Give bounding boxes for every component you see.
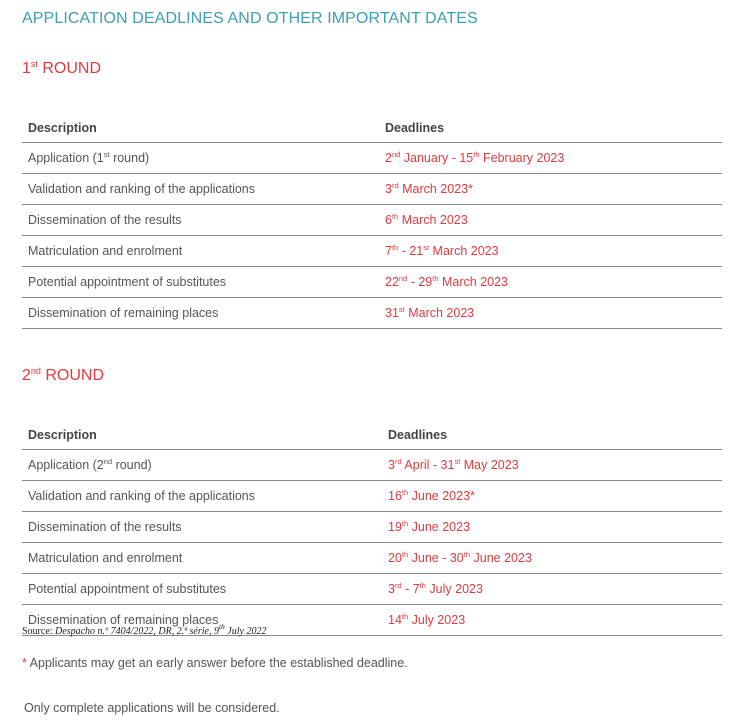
ordinal-suffix: st (423, 243, 430, 252)
footnote-text: Applicants may get an early answer before the established deadline. (26, 656, 408, 670)
round-2-table (22, 414, 722, 636)
table-row (22, 481, 722, 512)
table-row (22, 450, 722, 481)
row-description: Application (2nd round) (22, 450, 382, 481)
row-deadline: 16th June 2023* (382, 481, 722, 512)
round-1-ordinal: st (30, 59, 38, 69)
table-row (22, 174, 722, 205)
round-2-number: 2 (22, 367, 31, 384)
ordinal-suffix: th (463, 550, 471, 559)
ordinal-suffix: nd (391, 150, 401, 159)
table-header-row (22, 414, 722, 450)
final-note: Only complete applications will be considered. (24, 701, 280, 715)
source-ordinal: th (218, 622, 225, 631)
ordinal-suffix: th (473, 150, 480, 159)
row-description: Dissemination of the results (22, 205, 379, 236)
ordinal-suffix: th (432, 274, 439, 283)
row-description: Matriculation and enrolment (22, 236, 379, 267)
row-description: Validation and ranking of the applications (22, 481, 382, 512)
ordinal-suffix: th (419, 581, 426, 590)
round-1-number: 1 (22, 60, 31, 77)
ordinal-suffix: th (401, 519, 409, 528)
table-row (22, 143, 722, 174)
round-1-title (22, 60, 101, 78)
row-deadline: 22nd - 29th March 2023 (379, 267, 722, 298)
deadlines-header: Deadlines (382, 414, 722, 450)
row-deadline: 6th March 2023 (379, 205, 722, 236)
table-row (22, 236, 722, 267)
round-2-title (22, 367, 104, 385)
ordinal-suffix: rd (394, 581, 402, 590)
ordinal-suffix: th (401, 488, 409, 497)
ordinal-suffix: rd (391, 181, 399, 190)
row-description: Dissemination of remaining places (22, 298, 379, 329)
ordinal-suffix: th (391, 243, 399, 252)
source-label: Source: (22, 626, 56, 637)
table-row (22, 267, 722, 298)
footnote (22, 656, 408, 670)
ordinal-suffix: th (401, 612, 409, 621)
ordinal-suffix: nd (103, 457, 113, 466)
round-2-ordinal: nd (30, 366, 41, 376)
row-deadline: 3rd - 7th July 2023 (382, 574, 722, 605)
ordinal-suffix: th (401, 550, 409, 559)
round-1-label: ROUND (37, 60, 102, 77)
row-description: Potential appointment of substitutes (22, 574, 382, 605)
row-description: Dissemination of remaining places (22, 605, 382, 636)
description-header: Description (22, 107, 379, 143)
footnote-asterisk: * (22, 656, 27, 670)
ordinal-suffix: nd (398, 274, 408, 283)
ordinal-suffix: rd (394, 457, 402, 466)
ordinal-suffix: st (398, 305, 405, 314)
row-deadline: 7th - 21st March 2023 (379, 236, 722, 267)
table-header-row (22, 107, 722, 143)
page-title: APPLICATION DEADLINES AND OTHER IMPORTANT DATES (22, 10, 478, 27)
source-tail: July 2022 (224, 626, 267, 637)
table-row (22, 574, 722, 605)
source-text: Despacho n.º 7404/2022, DR, 2.ª série, 9 (55, 626, 219, 637)
row-description: Potential appointment of substitutes (22, 267, 379, 298)
source-citation (22, 622, 267, 637)
ordinal-suffix: st (103, 150, 110, 159)
table-row (22, 205, 722, 236)
row-deadline: 31st March 2023 (379, 298, 722, 329)
table-row (22, 512, 722, 543)
row-deadline: 19th June 2023 (382, 512, 722, 543)
round-1-table (22, 107, 722, 329)
table-row (22, 298, 722, 329)
row-deadline: 14th July 2023 (382, 605, 722, 636)
ordinal-suffix: th (391, 212, 399, 221)
row-deadline: 3rd April - 31st May 2023 (382, 450, 722, 481)
row-deadline: 20th June - 30th June 2023 (382, 543, 722, 574)
deadlines-header: Deadlines (379, 107, 722, 143)
row-description: Application (1st round) (22, 143, 379, 174)
row-description: Matriculation and enrolment (22, 543, 382, 574)
ordinal-suffix: st (454, 457, 461, 466)
table-row (22, 543, 722, 574)
row-description: Dissemination of the results (22, 512, 382, 543)
row-deadline: 2nd January - 15th February 2023 (379, 143, 722, 174)
description-header: Description (22, 414, 382, 450)
row-description: Validation and ranking of the applications (22, 174, 379, 205)
round-2-label: ROUND (40, 367, 105, 384)
row-deadline: 3rd March 2023* (379, 174, 722, 205)
